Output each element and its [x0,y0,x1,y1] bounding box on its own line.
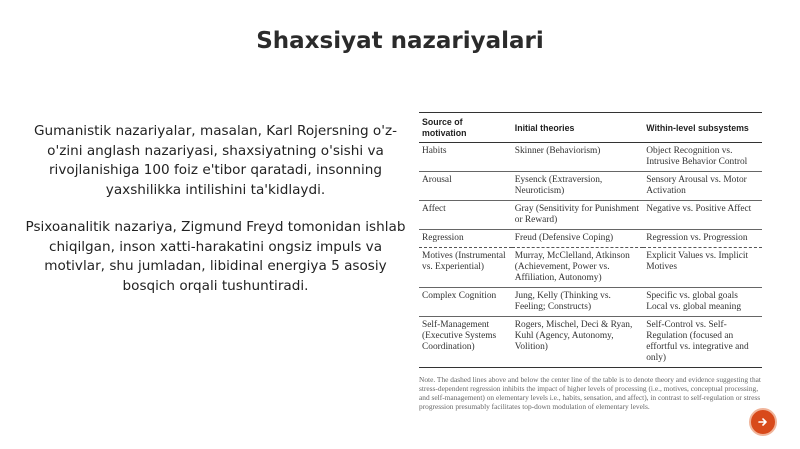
table-cell: Freud (Defensive Coping) [512,230,643,248]
table-cell: Negative vs. Positive Affect [643,201,762,230]
next-slide-button[interactable] [749,408,777,436]
arrow-right-icon [757,413,769,432]
table-row [419,201,762,230]
table-row [419,248,762,288]
header-source: Source of motivation [419,113,512,143]
table-cell: Motives (Instrumental vs. Experiential) [419,248,512,288]
table-cell: Object Recognition vs. Intrusive Behavior Control [643,143,762,172]
header-initial-theories: Initial theories [512,113,643,143]
table-cell: Jung, Kelly (Thinking vs. Feeling; Constructs) [512,288,643,317]
table-row [419,143,762,172]
table-cell: Self-Management (Executive Systems Coordination) [419,317,512,368]
table-cell: Murray, McClelland, Atkinson (Achievement, Power vs. Affiliation, Autonomy) [512,248,643,288]
table-cell: Regression [419,230,512,248]
table-row [419,230,762,248]
table-cell: Self-Control vs. Self-Regulation (focused an effortful vs. integrative and only) [643,317,762,368]
table-cell: Explicit Values vs. Implicit Motives [643,248,762,288]
table-cell: Specific vs. global goals Local vs. global meaning [643,288,762,317]
table-cell: Rogers, Mischel, Deci & Ryan, Kuhl (Agency, Autonomy, Volition) [512,317,643,368]
table-cell: Affect [419,201,512,230]
table-header-row [419,113,762,143]
paragraph-humanistic: Gumanistik nazariyalar, masalan, Karl Rojersning o'z-o'zini anglash nazariyasi, shaxsiyatning o'sishi va rivojlanishiga 100 foiz e'tibor qaratadi, insonning yaxshilikka intilishini ta'kidlaydi. [33,123,398,198]
table-cell: Eysenck (Extraversion, Neuroticism) [512,172,643,201]
table-cell: Habits [419,143,512,172]
table-cell: Gray (Sensitivity for Punishment or Reward) [512,201,643,230]
table-cell: Arousal [419,172,512,201]
header-subsystems: Within-level subsystems [643,113,762,143]
table-row [419,317,762,368]
slide-body-text [18,122,413,314]
motivation-table [419,112,762,368]
table-cell: Sensory Arousal vs. Motor Activation [643,172,762,201]
table-note: Note. The dashed lines above and below the center line of the table is to denote theory and evidence suggesting that stress-dependent regression inhibits the impact of higher levels of processing (i.e., motives, conceptual processing, and self-management) on elementary levels i.e., habits, sensation, and affect), in contrast to self-regulation or stress progression presumably facilitates top-down modulation of elementary levels. [419,375,761,411]
motivation-table-figure [419,112,762,411]
table-row [419,172,762,201]
table-cell: Complex Cognition [419,288,512,317]
table-cell: Regression vs. Progression [643,230,762,248]
slide-title: Shaxsiyat nazariyalari [256,28,544,54]
paragraph-psychoanalytic: Psixoanalitik nazariya, Zigmund Freyd tomonidan ishlab chiqilgan, inson xatti-harakatini ongsiz impuls va motivlar, shu jumladan, libidinal energiya 5 asosiy bosqich orqali tushuntiradi. [25,219,406,294]
table-row [419,288,762,317]
table-cell: Skinner (Behaviorism) [512,143,643,172]
